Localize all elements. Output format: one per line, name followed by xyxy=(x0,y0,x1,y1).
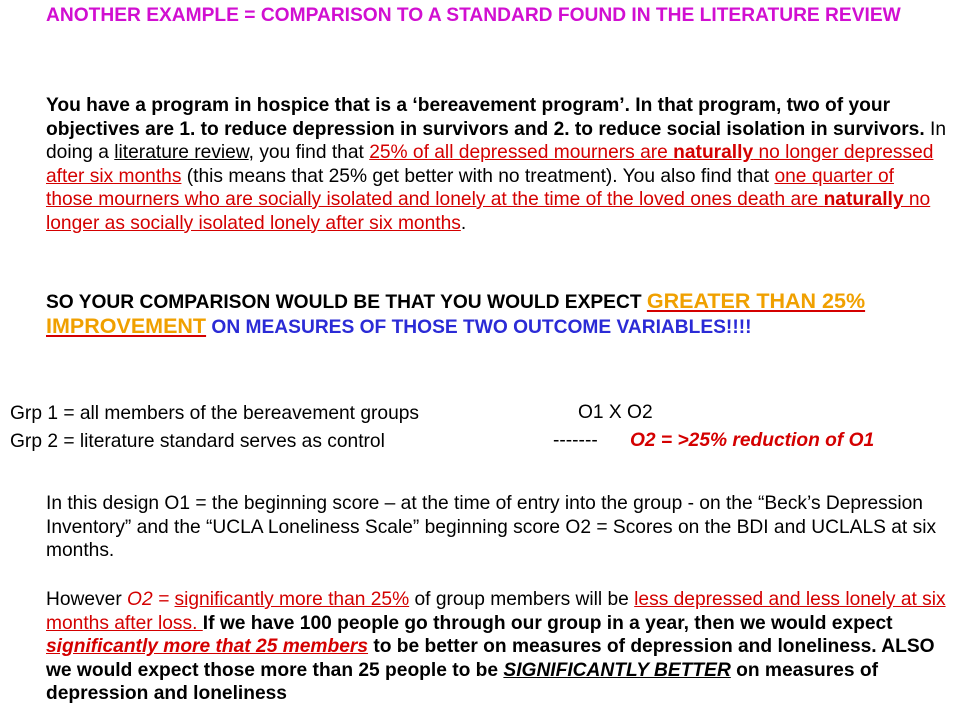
group2-label: Grp 2 = literature standard serves as control xyxy=(10,431,385,452)
outcome-text: less depressed and less lonely at six months after loss. xyxy=(46,589,946,634)
finding-text: one quarter of those mourners who are socially isolated and lonely at the time of the loved ones death are xyxy=(46,165,894,210)
scenario-objectives: You have a program in hospice that is a ‘bereavement program’. In that program, two of your objectives are 1. to reduce depression in survivors and 2. to reduce social isolation in survivors. xyxy=(46,95,925,140)
example-text: to be better on measures of depression and loneliness. ALSO we would expect those more than 25 people to be xyxy=(46,636,935,681)
comparison-tail: ON MEASURES OF THOSE TWO OUTCOME VARIABLES!!!! xyxy=(206,316,752,338)
finding-text: no longer as socially isolated lonely after six months xyxy=(46,189,931,234)
o2-label: O2 = xyxy=(127,589,175,610)
text-segment: However xyxy=(46,589,128,610)
text-segment: (this means that 25% get better with no treatment). You also find that xyxy=(181,165,775,187)
text-segment: of group members will be xyxy=(409,589,635,610)
comparison-threshold: GREATER THAN 25% IMPROVEMENT xyxy=(46,289,866,338)
emphasis-naturally: naturally xyxy=(823,189,904,210)
expectation-paragraph xyxy=(46,588,946,706)
example-text: If we have 100 people go through our group in a year, then we would expect xyxy=(202,612,893,634)
members-text: significantly more that 25 members xyxy=(46,636,369,657)
text-segment: . xyxy=(460,212,467,234)
finding-text: no longer depressed after six months xyxy=(46,142,934,187)
threshold-text: significantly more than 25% xyxy=(174,589,410,610)
text-segment: In doing a xyxy=(46,118,947,163)
group2-dash: ------- xyxy=(553,430,598,451)
text-segment: , you find that xyxy=(248,142,370,163)
scenario-paragraph xyxy=(46,94,946,235)
design-paragraph: In this design O1 = the beginning score – at the time of entry into the group - on the “Beck’s Depression Inventory” and the “UCLA Loneliness Scale” beginning score O2 = Scores on the BDI and UCLALS at six months. xyxy=(46,493,937,561)
group1-design: O1 X O2 xyxy=(578,402,653,423)
group1-label: Grp 1 = all members of the bereavement groups xyxy=(10,403,420,424)
comparison-lead: SO YOUR COMPARISON WOULD BE THAT YOU WOULD EXPECT xyxy=(46,292,647,313)
group2-outcome: O2 = >25% reduction of O1 xyxy=(630,430,875,451)
significantly-better-text: SIGNIFICANTLY BETTER xyxy=(503,659,731,681)
literature-review-term: literature review xyxy=(114,142,249,163)
closing-text: on measures of depression and loneliness xyxy=(46,659,878,704)
comparison-paragraph xyxy=(46,290,946,339)
slide-title: ANOTHER EXAMPLE = COMPARISON TO A STANDARD FOUND IN THE LITERATURE REVIEW xyxy=(46,5,901,26)
emphasis-naturally: naturally xyxy=(673,142,754,163)
finding-text: 25% of all depressed mourners are xyxy=(369,142,674,163)
